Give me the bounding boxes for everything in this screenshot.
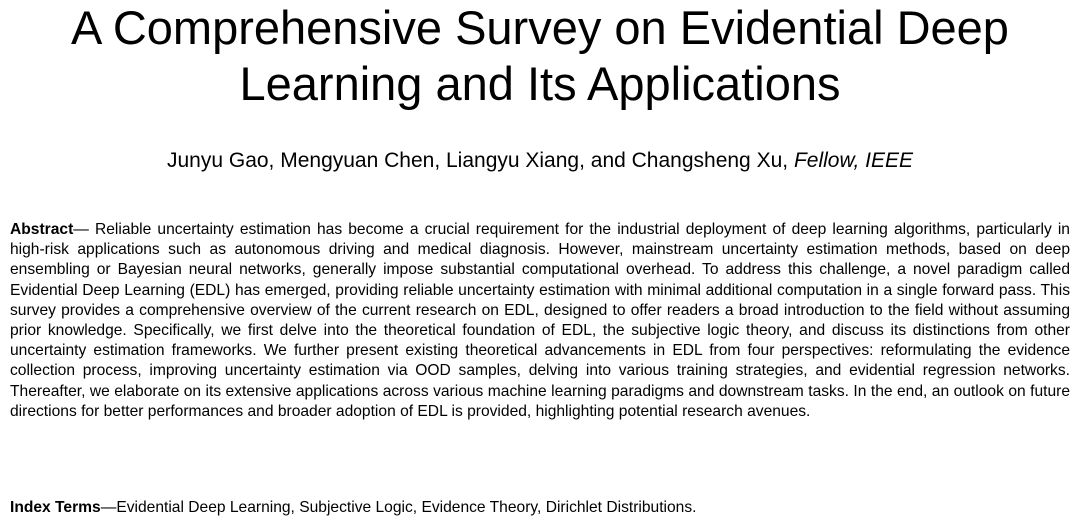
author-list bbox=[0, 148, 1080, 174]
abstract-label: Abstract bbox=[10, 221, 74, 238]
paper-title bbox=[0, 0, 1080, 112]
author-membership: Fellow, IEEE bbox=[793, 149, 913, 172]
author-names: Junyu Gao, Mengyuan Chen, Liangyu Xiang, and Changsheng Xu, bbox=[166, 149, 794, 172]
index-terms-text: —Evidential Deep Learning, Subjective Logic, Evidence Theory, Dirichlet Distributions. bbox=[100, 499, 697, 516]
paper-title-line-2: Learning and Its Applications bbox=[239, 57, 841, 110]
index-terms-label: Index Terms bbox=[10, 499, 101, 516]
abstract bbox=[10, 220, 1070, 422]
index-terms bbox=[10, 498, 1070, 518]
abstract-text: — Reliable uncertainty estimation has become a crucial requirement for the industrial deployment of deep learning algorithms, particularly in high-risk applications such as autonomous driving and medical diagnosis. However, mainstream uncertainty estimation methods, based on deep ensembling or Bayesian neural networks, generally impose substantial computational overhead. To address this challenge, a novel paradigm called Evidential Deep Learning (EDL) has emerged, providing reliable uncertainty estimation with minimal additional computation in a single forward pass. This survey provides a comprehensive overview of the current research on EDL, designed to offer readers a broad introduction to the field without assuming prior knowledge. Specifically, we first delve into the theoretical foundation of EDL, the subjective logic theory, and discuss its distinctions from other uncertainty estimation frameworks. We further present existing theoretical advancements in EDL from four perspectives: reformulating the evidence collection process, improving uncertainty estimation via OOD samples, delving into various training strategies, and evidential regression networks. Thereafter, we elaborate on its extensive applications across various machine learning paradigms and downstream tasks. In the end, an outlook on future directions for better performances and broader adoption of EDL is provided, highlighting potential research avenues. bbox=[10, 221, 1070, 420]
paper-title-line-1: A Comprehensive Survey on Evidential Deep bbox=[71, 1, 1009, 54]
